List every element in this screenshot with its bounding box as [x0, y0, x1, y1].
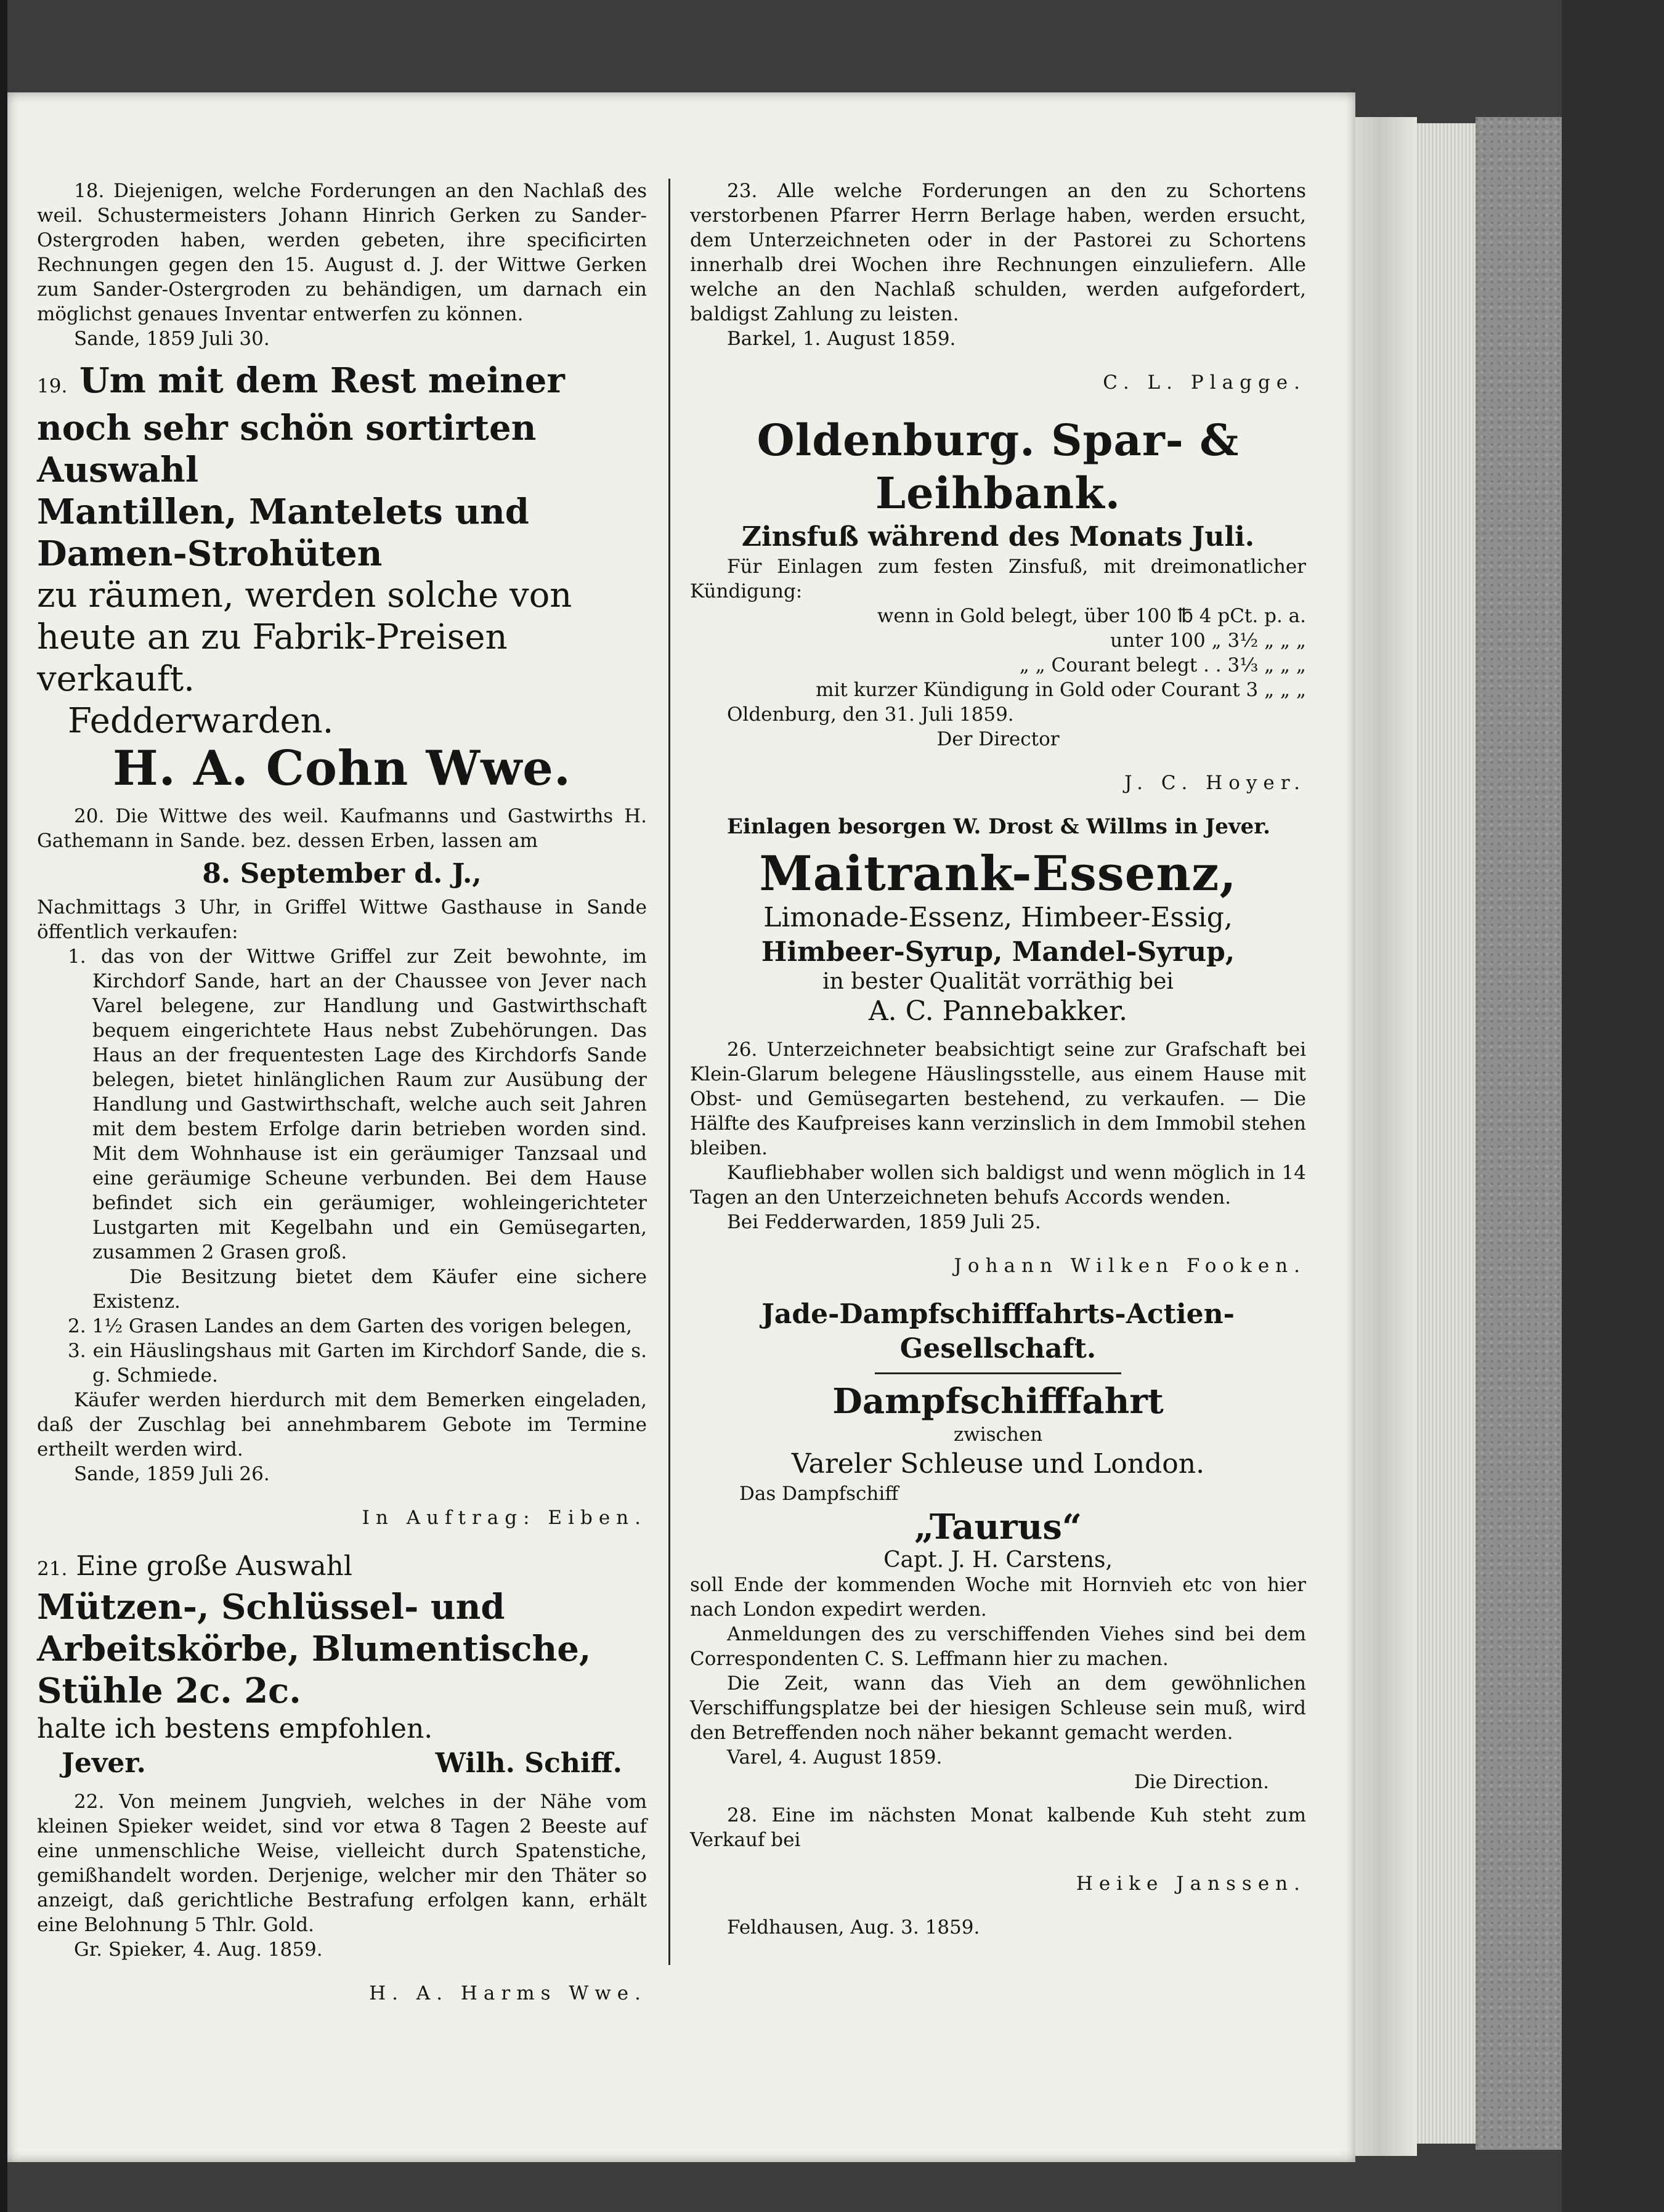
bank-date: Oldenburg, den 31. Juli 1859.: [727, 703, 1014, 726]
right-column: [690, 179, 1306, 1948]
ad-21: [37, 1549, 647, 1781]
jade-head: Dampfschifffahrt: [832, 1381, 1164, 1422]
mai-title: Maitrank-Essenz,: [759, 846, 1237, 902]
jade-das: Das Dampfschiff: [739, 1483, 899, 1505]
ad-20-signature: In Auftrag: Eiben.: [362, 1507, 647, 1529]
ad-26-text2: Kaufliebhaber wollen sich baldigst und wenn möglich in 14 Tagen an den Unterzeichneten behufs Accords wenden.: [690, 1162, 1306, 1209]
ad-18: [37, 179, 647, 351]
page-stack-edge: [1417, 123, 1475, 2144]
ad-18-text: 18. Diejenigen, welche Forderungen an den Nachlaß des weil. Schustermeisters Johann Hinrich Gerken zu Sander-Ostergroden haben, werden gebeten, ihre specificirten Rechnungen gegen den 15. August d. J. der Wittwe Gerken zum Sander-Ostergroden zu behändigen, um darnach ein möglichst genaues Inventar entwerfen zu können.: [37, 180, 647, 325]
bank-note: Einlagen besorgen W. Drost & Willms in Jever.: [727, 814, 1270, 839]
left-column: [37, 179, 647, 2025]
ad-20-text: 20. Die Wittwe des weil. Kaufmanns und Gastwirths H. Gathemann in Sande. bez. dessen Erben, lassen am: [37, 805, 647, 852]
ad-21-number: 21.: [37, 1558, 68, 1580]
bank-signature: J. C. Hoyer.: [1124, 772, 1306, 794]
ad-19-firm: H. A. Cohn Wwe.: [112, 740, 572, 796]
ad-26-text: 26. Unterzeichneter beabsichtigt seine zur Grafschaft bei Klein-Glarum belegene Häuslingsstelle, aus einem Hause mit Obst- und Gemüsegarten bestehend, zu verkaufen. — Die Hälfte des Kaufpreises kann verzinslich in dem Immobil stehen bleiben.: [690, 1039, 1306, 1159]
bank-rate-row3: „ „ Courant belegt . . 3⅓ „ „ „: [1019, 654, 1306, 676]
ad-20-item1b: Die Besitzung bietet dem Käufer eine sichere Existenz.: [92, 1266, 647, 1313]
scan-border-left: [0, 0, 7, 2212]
ad-18-date: Sande, 1859 Juli 30.: [74, 328, 270, 350]
ad-21-firm: Wilh. Schiff.: [435, 1748, 622, 1779]
ad-20-item2: 2. 1½ Grasen Landes an dem Garten des vorigen belegen,: [68, 1315, 632, 1337]
ad-21-place: Jever.: [62, 1748, 146, 1779]
ad-20-item1: 1. das von der Wittwe Griffel zur Zeit bewohnte, im Kirchdorf Sande, hart an der Chaussee von Jever nach Varel belegene, zur Handlung und Gastwirthschaft bequem eingerichtete Haus nebst Zubehörungen. Das Haus an der frequentesten Lage des Kirchdorfs Sande belegen, bietet hinlänglichen Raum zur Ausübung der Handlung und Gastwirthschaft, welche auch seit Jahren mit dem bestem Erfolge darin betrieben worden sind. Mit dem Wohnhause ist ein geräumiger Tanzsaal und eine geräumige Scheune verbunden. Bei dem Hause befindet sich ein geräumiger, wohleingerichteter Lustgarten mit Kegelbahn und ein Gemüsegarten, zusammen 2 Grasen groß.: [68, 946, 647, 1263]
column-divider: [668, 179, 670, 1965]
ad-19-place: Fedderwarden.: [68, 701, 334, 741]
mai-line3: Himbeer-Syrup, Mandel-Syrup,: [761, 936, 1235, 968]
bank-subtitle: Zinsfuß während des Monats Juli.: [741, 521, 1255, 553]
jade-rule: [875, 1372, 1121, 1374]
jade-signature: Die Direction.: [1134, 1771, 1269, 1793]
ad-22-date: Gr. Spieker, 4. Aug. 1859.: [74, 1939, 323, 1961]
jade-text: soll Ende der kommenden Woche mit Hornvieh etc von hier nach London expedirt werden.: [690, 1574, 1306, 1621]
ad-bank: [690, 414, 1306, 839]
ad-23-date: Barkel, 1. August 1859.: [727, 328, 956, 350]
bank-role: Der Director: [936, 728, 1060, 750]
ad-26-signature: Johann Wilken Fooken.: [954, 1255, 1306, 1277]
bank-rate-row4: mit kurzer Kündigung in Gold oder Courant 3 „ „ „: [816, 679, 1306, 701]
page-gutter: [1355, 117, 1417, 2156]
mai-line2: Limonade-Essenz, Himbeer-Essig,: [763, 902, 1233, 933]
jade-date: Varel, 4. August 1859.: [727, 1746, 943, 1768]
mai-line4: in bester Qualität vorräthig bei: [822, 969, 1174, 994]
ad-26-date: Bei Fedderwarden, 1859 Juli 25.: [727, 1211, 1041, 1233]
bank-rate-row2: unter 100 „ 3½ „ „ „: [1110, 630, 1306, 652]
ad-20-date: 8. September d. J.,: [202, 858, 482, 889]
ad-23: [690, 179, 1306, 395]
ad-28-signature: Heike Janssen.: [1076, 1873, 1306, 1895]
ad-23-signature: C. L. Plagge.: [1103, 371, 1306, 394]
ad-jade: [690, 1297, 1306, 1794]
ad-22-signature: H. A. Harms Wwe.: [369, 1982, 647, 2004]
ad-22-text: 22. Von meinem Jungvieh, welches in der Nähe vom kleinen Spieker weidet, sind vor etwa 8 Tagen 2 Beeste auf eine unmenschliche Weise, vielleicht durch Spatenstiche, gemißhandelt worden. Derjenige, welcher mir den Thäter so anzeigt, daß gerichtliche Bestrafung erfolgen kann, erhält eine Belohnung 5 Thlr. Gold.: [37, 1791, 647, 1936]
book-cover: [1475, 117, 1562, 2150]
jade-ship: „Taurus“: [914, 1507, 1082, 1547]
jade-title: Jade-Dampfschifffahrts-Actien-Gesellschaft.: [761, 1298, 1235, 1364]
ad-21-line3: halte ich bestens empfohlen.: [37, 1713, 433, 1744]
ad-19-number: 19.: [37, 375, 68, 397]
ad-20-text2: Nachmittags 3 Uhr, in Griffel Wittwe Gasthause in Sande öffentlich verkaufen:: [37, 896, 647, 943]
ad-19-line3: zu räumen, werden solche von heute an zu Fabrik-Preisen verkauft.: [37, 575, 572, 699]
ad-19: [37, 360, 647, 795]
ad-21-line1: Eine große Auswahl: [76, 1550, 352, 1582]
ad-28-date: Feldhausen, Aug. 3. 1859.: [727, 1916, 980, 1939]
ad-26: [690, 1037, 1306, 1278]
ad-21-line2: Mützen-, Schlüssel- und Arbeitskörbe, Blumentische, Stühle 2c. 2c.: [37, 1587, 591, 1711]
ad-20-item3: 3. ein Häuslingshaus mit Garten im Kirchdorf Sande, die s. g. Schmiede.: [68, 1340, 647, 1387]
jade-text3: Die Zeit, wann das Vieh an dem gewöhnlichen Verschiffungsplatze bei der hiesigen Schleuse sein muß, wird den Betreffenden noch näher bekannt gemacht werden.: [690, 1672, 1306, 1744]
ad-maitrank: [690, 848, 1306, 1029]
ad-28: [690, 1803, 1306, 1940]
bank-intro: Für Einlagen zum festen Zinsfuß, mit dreimonatlicher Kündigung:: [690, 556, 1306, 602]
ad-20: [37, 804, 647, 1530]
jade-between: zwischen: [953, 1424, 1043, 1446]
ad-28-text: 28. Eine im nächsten Monat kalbende Kuh steht zum Verkauf bei: [690, 1804, 1306, 1851]
ad-19-line2: Mantillen, Mantelets und Damen-Strohüten: [37, 492, 529, 574]
jade-text2: Anmeldungen des zu verschiffenden Viehes sind bei dem Correspondenten C. S. Leffmann hier zu machen.: [690, 1623, 1306, 1670]
ad-20-text3: Käufer werden hierdurch mit dem Bemerken eingeladen, daß der Zuschlag bei annehmbarem Gebote im Termine ertheilt werden wird.: [37, 1389, 647, 1460]
jade-route: Vareler Schleuse und London.: [791, 1448, 1205, 1480]
bank-title: Oldenburg. Spar- & Leihbank.: [757, 415, 1240, 519]
ad-23-text: 23. Alle welche Forderungen an den zu Schortens verstorbenen Pfarrer Herrn Berlage haben, werden ersucht, dem Unterzeichneten oder in der Pastorei zu Schortens innerhalb drei Wochen ihre Rechnungen einzuliefern. Alle welche an den Nachlaß schulden, werden aufgefordert, baldigst Zahlung zu leisten.: [690, 180, 1306, 325]
bank-rate-row1: wenn in Gold belegt, über 100 ℔ 4 pCt. p. a.: [877, 605, 1306, 627]
ad-22: [37, 1789, 647, 2006]
ad-20-date2: Sande, 1859 Juli 26.: [74, 1463, 270, 1485]
scan-background: [1562, 0, 1664, 2212]
jade-captain: Capt. J. H. Carstens,: [883, 1547, 1113, 1573]
mai-firm: A. C. Pannebakker.: [868, 995, 1128, 1027]
ad-19-line1: Um mit dem Rest meiner noch sehr schön sortirten Auswahl: [37, 360, 565, 490]
